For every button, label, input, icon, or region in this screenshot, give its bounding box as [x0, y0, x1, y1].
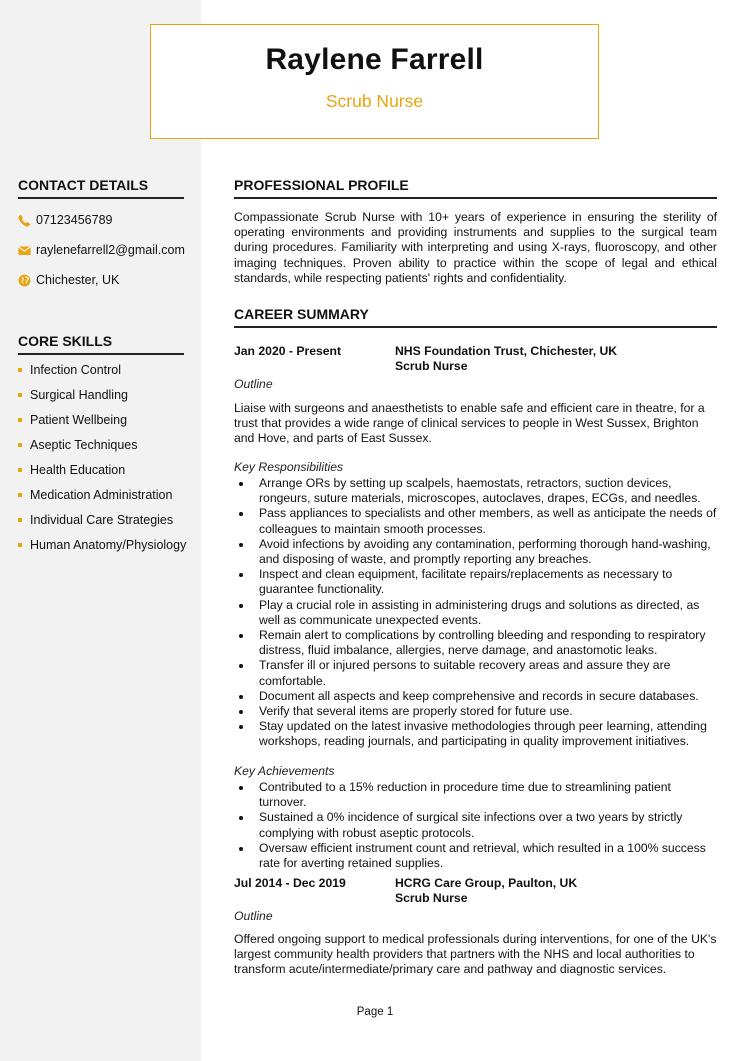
job-2-role: Scrub Nurse [395, 891, 468, 905]
list-item: Oversaw efficient instrument count and retrieval, which resulted in a 100% success rate for averting retained supplies. [234, 841, 717, 871]
contact-email-text: raylenefarrell2@gmail.com [36, 243, 185, 257]
list-item: Stay updated on the latest invasive methodologies through peer learning, attending workshops, reading journals, and participating in quality improvement initiatives. [234, 719, 717, 749]
email-icon [18, 244, 31, 257]
skill-item: Aseptic Techniques [18, 438, 137, 452]
profile-text: Compassionate Scrub Nurse with 10+ years of experience in ensuring the sterility of operating environments and providing instruments and supplies to the surgical team during procedures. Familiarity with interpreting and using X-rays, fluoroscopy, and other imaging techniques. Proven ability to practice within the scope of legal and ethical standards, while respecting patients' rights and confidentiality. [234, 210, 717, 285]
profile-heading: PROFESSIONAL PROFILE [234, 177, 717, 199]
skills-heading: CORE SKILLS [18, 333, 184, 355]
list-item: Pass appliances to specialists and other members, as well as anticipate the needs of colleagues to maintain smooth processes. [234, 506, 717, 536]
job-1-dates: Jan 2020 - Present [234, 344, 342, 358]
skill-item: Individual Care Strategies [18, 513, 173, 527]
list-item: Avoid infections by avoiding any contamination, performing thorough hand-washing, and disposing of waste, and promptly reporting any breaches. [234, 537, 717, 567]
career-heading: CAREER SUMMARY [234, 306, 717, 328]
list-item: Sustained a 0% incidence of surgical site infections over a two years by strictly complying with robust aseptic protocols. [234, 810, 717, 840]
job-1-role: Scrub Nurse [395, 359, 468, 373]
job-1-outline-label: Outline [234, 377, 273, 391]
skill-item: Patient Wellbeing [18, 413, 127, 427]
list-item: Contributed to a 15% reduction in procedure time due to streamlining patient turnover. [234, 780, 717, 810]
bullet-square-icon [18, 443, 22, 447]
skill-item: Medication Administration [18, 488, 172, 502]
contact-location-text: Chichester, UK [36, 273, 120, 287]
bullet-square-icon [18, 493, 22, 497]
job-1-outline: Liaise with surgeons and anaesthetists to enable safe and efficient care in theatre, for a trust that provides a wide range of clinical services to people in West Sussex, Brighton and Hove, and parts of East Sussex. [234, 401, 705, 446]
skill-item: Health Education [18, 463, 125, 477]
contact-location [18, 271, 119, 289]
skill-item: Human Anatomy/Physiology [18, 538, 186, 552]
skill-item: Surgical Handling [18, 388, 128, 402]
bullet-square-icon [18, 393, 22, 397]
contact-email [18, 241, 185, 259]
list-item: Remain alert to complications by controlling bleeding and responding to respiratory distress, fluid imbalance, allergies, nerve damage, and anastomotic leaks. [234, 628, 717, 658]
job-1-org [395, 344, 617, 374]
job-1-achievements-label: Key Achievements [234, 764, 335, 778]
contact-phone [18, 211, 112, 229]
contact-heading: CONTACT DETAILS [18, 177, 184, 199]
list-item: Play a crucial role in assisting in administering drugs and solutions as directed, as well as communicate unexpected events. [234, 598, 717, 628]
bullet-square-icon [18, 368, 22, 372]
sidebar [0, 0, 201, 1061]
job-2-outline-label: Outline [234, 909, 273, 923]
list-item: Transfer ill or injured persons to suitable recovery areas and assure they are comfortable. [234, 658, 717, 688]
list-item: Document all aspects and keep comprehensive and records in secure databases. [234, 689, 717, 704]
contact-phone-text: 07123456789 [36, 213, 113, 227]
job-1-responsibilities-label: Key Responsibilities [234, 460, 344, 474]
header-box [150, 24, 599, 139]
phone-icon [18, 214, 31, 227]
job-1-responsibilities [234, 476, 717, 750]
job-2-employer: HCRG Care Group, Paulton, UK [395, 876, 578, 890]
bullet-square-icon [18, 543, 22, 547]
job-2-dates: Jul 2014 - Dec 2019 [234, 876, 346, 890]
job-1-achievements [234, 780, 717, 871]
job-2-org [395, 876, 577, 906]
list-item: Verify that several items are properly stored for future use. [234, 704, 717, 719]
skill-item: Infection Control [18, 363, 121, 377]
candidate-name: Raylene Farrell [265, 43, 484, 76]
list-item: Inspect and clean equipment, facilitate repairs/replacements as necessary to guarantee functionality. [234, 567, 717, 597]
bullet-square-icon [18, 468, 22, 472]
page-number: Page 1 [356, 1006, 394, 1018]
location-icon [18, 274, 31, 287]
job-1-employer: NHS Foundation Trust, Chichester, UK [395, 344, 618, 358]
list-item: Arrange ORs by setting up scalpels, haemostats, retractors, suction devices, rongeurs, suture materials, microscopes, autoclaves, drapes, ECGs, and needles. [234, 476, 717, 506]
bullet-square-icon [18, 518, 22, 522]
job-2-outline: Offered ongoing support to medical professionals during interventions, for one of the UK's largest community health providers that partners with the NHS and local authorities to transform acute/intermediate/primary care and pathway and diagnostic services. [234, 932, 717, 977]
candidate-title: Scrub Nurse [325, 91, 424, 111]
bullet-square-icon [18, 418, 22, 422]
